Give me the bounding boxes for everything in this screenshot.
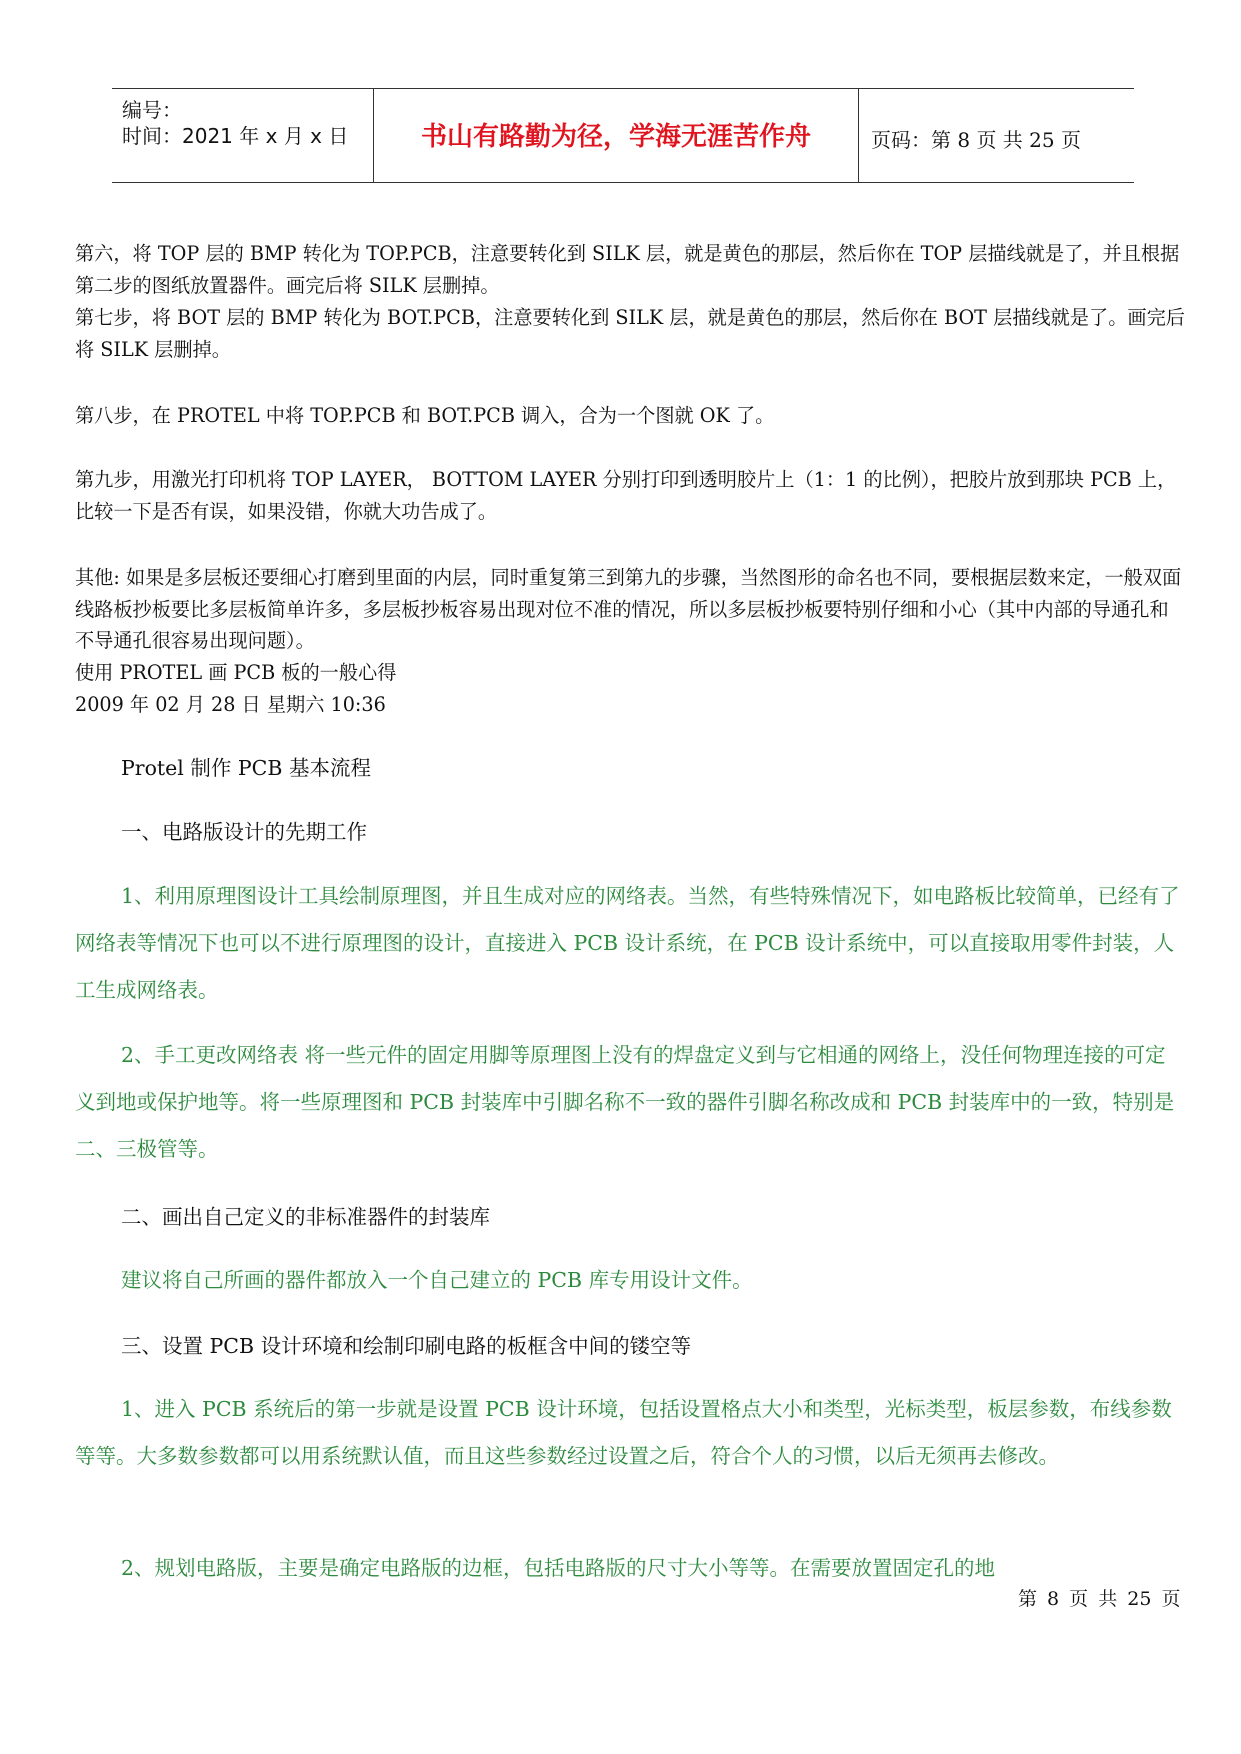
paragraph-step-9: 第九步，用激光打印机将 TOP LAYER， BOTTOM LAYER 分别打印到透明胶片上（1：1 的比例），把胶片放到那块 PCB 上，比较一下是否有误，如果没错，你就大功告成了。 (75, 468, 1177, 523)
section-heading-3: 三、设置 PCB 设计环境和绘制印刷电路的板框含中间的镂空等 (121, 1334, 692, 1358)
page-current: 8 (957, 128, 971, 152)
section-heading-1: 一、电路版设计的先期工作 (121, 820, 367, 844)
page-middle: 页 共 (970, 128, 1030, 152)
header-page-number (871, 124, 1081, 153)
paragraph-green-1: 1、利用原理图设计工具绘制原理图，并且生成对应的网络表。当然，有些特殊情况下，如电路板比较简单，已经有了网络表等情况下也可以不进行原理图的设计，直接进入 PCB 设计系统，在 PCB 设计系统中，可以直接取用零件封装，人工生成网络表。 (75, 884, 1180, 1002)
page-footer: 第 8 页 共 25 页 (1018, 1588, 1181, 1610)
paragraph-step-8: 第八步，在 PROTEL 中将 TOP.PCB 和 BOT.PCB 调入，合为一个图就 OK 了。 (75, 404, 775, 427)
page-total: 25 (1029, 128, 1055, 152)
header-motto-cell (374, 89, 859, 182)
page-suffix: 页 (1054, 128, 1081, 152)
page-header (112, 88, 1134, 183)
paragraph-green-5: 2、规划电路版，主要是确定电路版的边框，包括电路版的尺寸大小等等。在需要放置固定孔的地 (121, 1556, 996, 1580)
header-meta-cell (112, 89, 374, 182)
header-motto: 书山有路勤为径，学海无涯苦作舟 (420, 122, 811, 152)
document-number-label: 编号： (122, 98, 182, 122)
paragraph-green-2: 2、手工更改网络表 将一些元件的固定用脚等原理图上没有的焊盘定义到与它相通的网络上，没任何物理连接的可定义到地或保护地等。将一些原理图和 PCB 封装库中引脚名称不一致的器件引脚名称改成和 PCB 封装库中的一致，特别是二、三极管等。 (75, 1043, 1175, 1161)
paragraph-green-4: 1、进入 PCB 系统后的第一步就是设置 PCB 设计环境，包括设置格点大小和类型，光标类型，板层参数，布线参数等等。大多数参数都可以用系统默认值，而且这些参数经过设置之后，符合个人的习惯，以后无须再去修改。 (75, 1397, 1172, 1468)
paragraph-other: 其他: 如果是多层板还要细心打磨到里面的内层，同时重复第三到第九的步骤，当然图形的命名也不同，要根据层数来定，一般双面线路板抄板要比多层板简单许多，多层板抄板容易出现对位不准的情况，所以多层板抄板要特别仔细和小心（其中内部的导通孔和不导通孔很容易出现问题）。 (75, 566, 1182, 652)
paragraph-green-3: 建议将自己所画的器件都放入一个自己建立的 PCB 库专用设计文件。 (121, 1268, 753, 1292)
article-date-line: 2009 年 02 月 28 日 星期六 10:36 (75, 693, 386, 716)
page-prefix: 页码：第 (871, 128, 958, 152)
header-page-cell (859, 89, 1134, 182)
section-heading-2: 二、画出自己定义的非标准器件的封装库 (121, 1205, 490, 1229)
paragraph-step-6: 第六，将 TOP 层的 BMP 转化为 TOP.PCB，注意要转化到 SILK 层，就是黄色的那层，然后你在 TOP 层描线就是了，并且根据第二步的图纸放置器件。画完后将 SILK 层删掉。 (75, 242, 1180, 297)
document-date: 时间：2021 年 x 月 x 日 (122, 124, 349, 148)
article-title-line: 使用 PROTEL 画 PCB 板的一般心得 (75, 661, 397, 684)
section-title-protel: Protel 制作 PCB 基本流程 (121, 756, 371, 780)
paragraph-step-7: 第七步，将 BOT 层的 BMP 转化为 BOT.PCB，注意要转化到 SILK 层，就是黄色的那层，然后你在 BOT 层描线就是了。画完后将 SILK 层删掉。 (75, 306, 1185, 361)
